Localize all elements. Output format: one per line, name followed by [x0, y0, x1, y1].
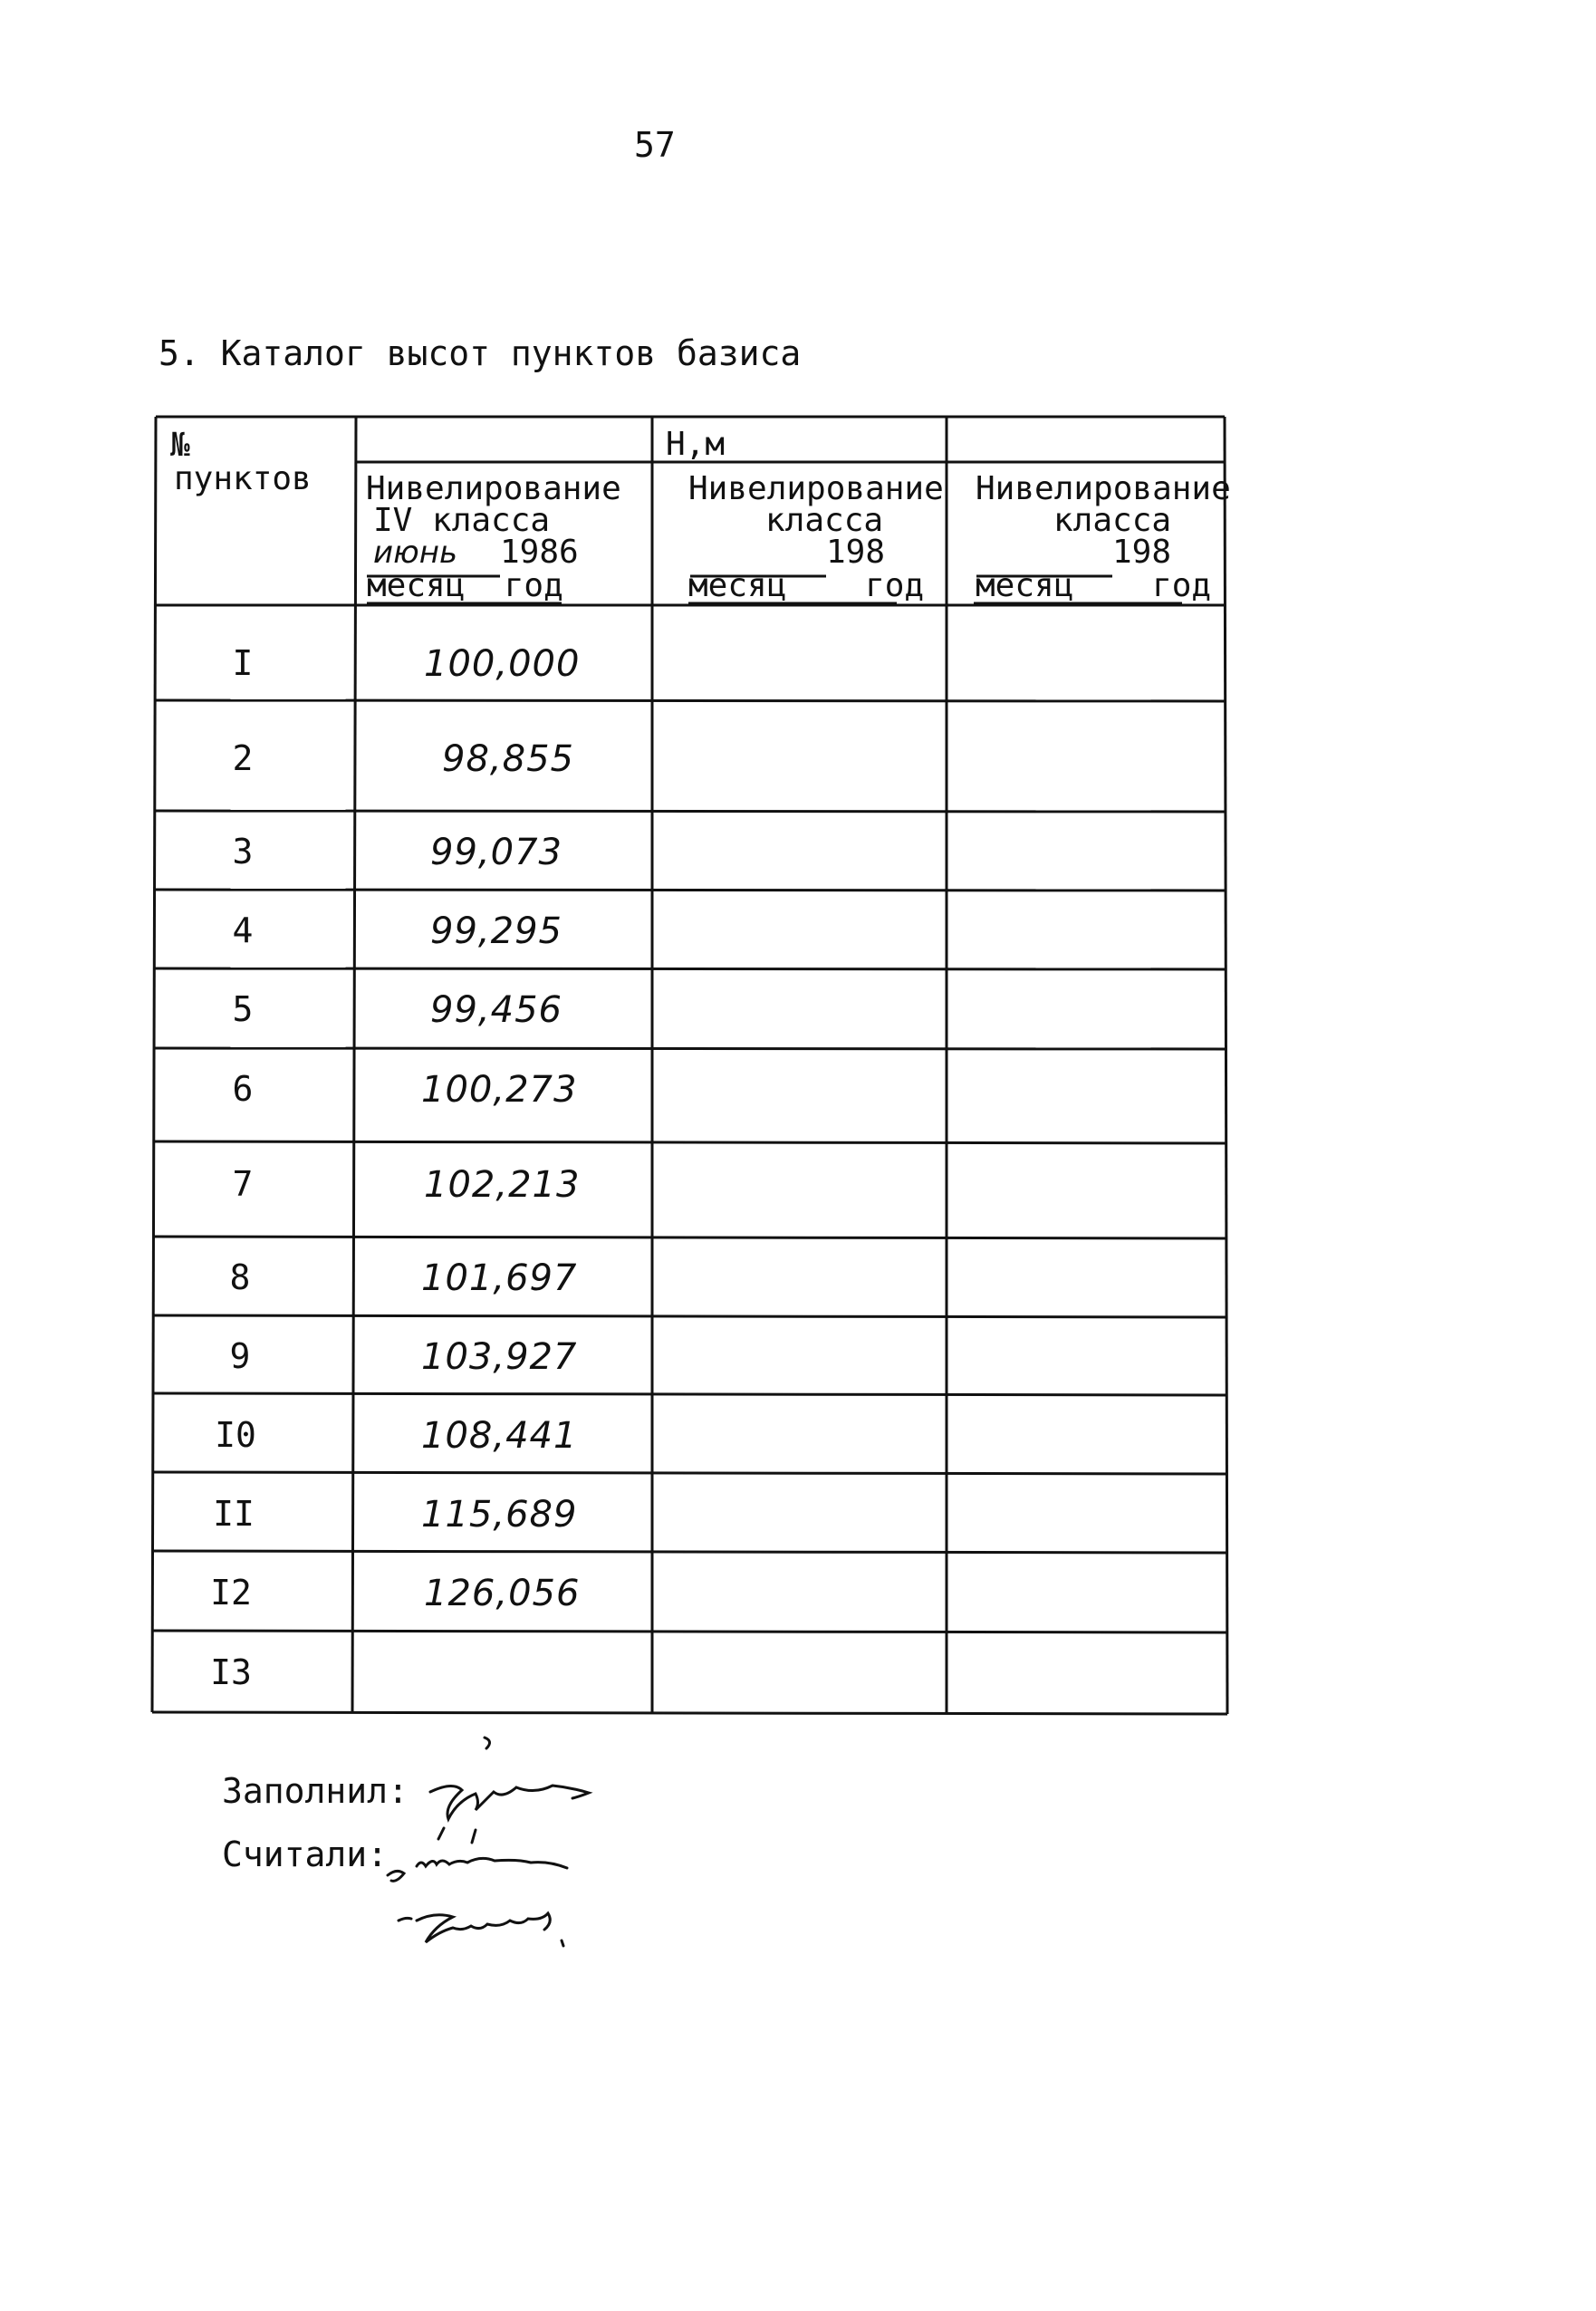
col3-caption: месяц год: [976, 567, 1212, 604]
row-separator: [154, 1237, 1226, 1238]
point-number: I0: [215, 1415, 256, 1455]
row-separator: [155, 811, 1226, 812]
signature-stroke: [399, 1918, 411, 1921]
point-number: I: [232, 643, 254, 683]
signature-filled-by: [430, 1786, 589, 1819]
row-separator: [155, 1141, 1226, 1143]
handwritten-signatures: [380, 1730, 670, 1966]
signature-checker-2: [417, 1913, 563, 1946]
row-separator: [155, 968, 1226, 969]
number-label: пунктов: [174, 460, 312, 497]
point-number: 9: [229, 1336, 251, 1376]
height-value: 126,056: [424, 1573, 581, 1614]
height-value: 102,213: [424, 1164, 581, 1206]
height-value: 98,855: [442, 738, 574, 780]
height-value: 99,295: [430, 910, 562, 952]
point-number: 8: [229, 1257, 251, 1297]
row-separator: [155, 1048, 1226, 1049]
col2-class: класса: [765, 502, 884, 539]
row-separator: [153, 1551, 1226, 1553]
section-title: 5. Каталог высот пунктов базиса: [159, 333, 802, 373]
point-number: I3: [210, 1652, 252, 1692]
point-number: 5: [232, 989, 254, 1029]
height-value: 100,273: [421, 1069, 578, 1111]
height-value: 100,000: [424, 643, 581, 685]
height-value: 115,689: [421, 1494, 578, 1536]
height-value: 99,456: [430, 989, 562, 1031]
row-separator: [154, 1315, 1226, 1317]
height-value: 101,697: [421, 1257, 578, 1299]
signature-checker-1: [388, 1858, 567, 1881]
number-label-symbol: №: [170, 427, 190, 464]
signature-stroke: [485, 1738, 490, 1748]
point-number: II: [213, 1494, 255, 1534]
row-separator: [153, 1472, 1226, 1474]
table-bottom-border: [152, 1712, 1227, 1714]
col2-title: Нивелирование: [688, 470, 944, 507]
point-number: 6: [232, 1069, 254, 1109]
row-separator: [153, 1631, 1227, 1632]
signature-stroke: [438, 1828, 476, 1843]
checked-by-label: Считали:: [222, 1834, 389, 1874]
height-value: 103,927: [421, 1336, 578, 1378]
col1-title: Нивелирование: [366, 470, 621, 507]
point-number: 2: [232, 738, 254, 778]
column-divider-1: [352, 417, 356, 1712]
col1-month: июнь: [373, 534, 457, 571]
col2-caption: месяц год: [688, 567, 925, 604]
filled-by-label: Заполнил:: [222, 1771, 409, 1811]
height-value: 99,073: [430, 832, 562, 873]
table-right-border: [1225, 417, 1227, 1714]
row-separator: [154, 1393, 1226, 1395]
height-value: 108,441: [421, 1415, 578, 1457]
col3-year: 198: [1112, 534, 1172, 571]
point-number: I2: [210, 1573, 252, 1613]
col1-caption: месяц год: [367, 567, 563, 604]
col3-title: Нивелирование: [976, 470, 1231, 507]
point-number: 4: [232, 910, 254, 950]
point-number: 3: [232, 832, 254, 871]
height-label: Н,м: [666, 426, 726, 463]
page-number: 57: [634, 125, 676, 165]
col3-class: класса: [1053, 502, 1172, 539]
row-separator: [155, 700, 1226, 701]
point-number: 7: [232, 1164, 254, 1204]
col2-year: 198: [826, 534, 886, 571]
row-separator: [155, 890, 1226, 891]
col1-year: 1986: [500, 534, 579, 571]
col1-class: IV класса: [373, 502, 551, 539]
